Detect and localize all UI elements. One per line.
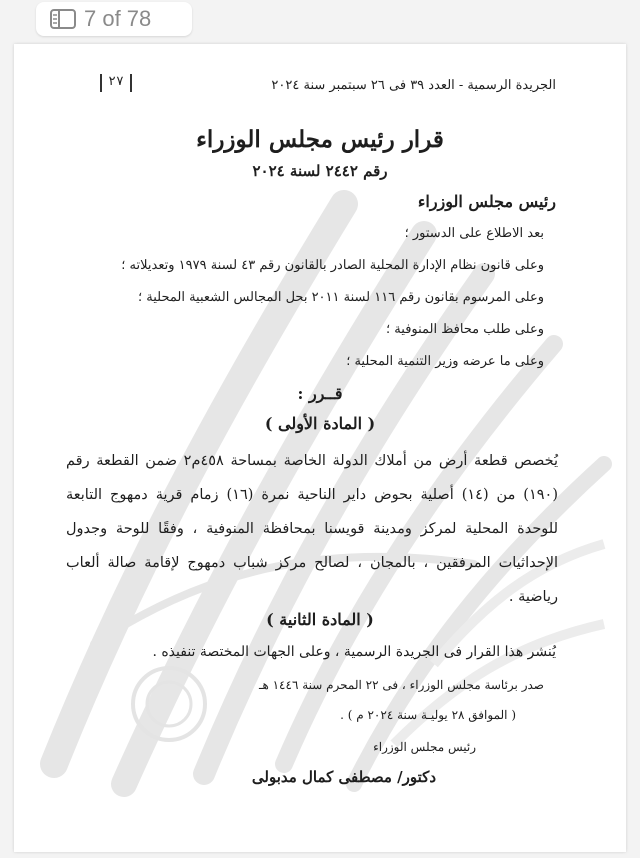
- document-page: [14, 44, 626, 852]
- issued-date: صدر برئاسة مجلس الوزراء ، فى ٢٢ المحرم سنة ١٤٤٦ هـ: [258, 678, 544, 692]
- page-counter-text: 7 of 78: [84, 6, 152, 31]
- page-counter[interactable]: [36, 2, 192, 36]
- gazette-header: الجريدة الرسمية - العدد ٣٩ فى ٢٦ سبتمبر سنة ٢٠٢٤: [271, 78, 556, 93]
- issuer-heading: رئيس مجلس الوزراء: [417, 192, 556, 211]
- decided-heading: قــرر :: [297, 384, 343, 403]
- preamble-clause: وعلى المرسوم بقانون رقم ١١٦ لسنة ٢٠١١ بحل المجالس الشعبية المحلية ؛: [138, 290, 544, 305]
- signature-title: رئيس مجلس الوزراء: [373, 740, 476, 754]
- corresponding-date: ( الموافق ٢٨ يوليـة سنة ٢٠٢٤ م ) .: [340, 708, 516, 722]
- article-1-title: ( المادة الأولى ): [264, 414, 376, 433]
- article-2-title: ( المادة الثانية ): [266, 610, 374, 629]
- article-1-text: يُخصص قطعة أرض من أملاك الدولة الخاصة بمساحة ٤٥٨م٢ ضمن القطعة رقم (١٩٠) من (١٤) أصلية بحوض داير الناحية نمرة (١٦) زمام قرية دمهوج التابعة للوحدة المحلية لمركز ومدينة قويسنا بمحافظة المنوفية ، وفقًا للوحة وجدول الإحداثيات المرفقين ، بالمجان ، لصالح مركز شباب دمهوج لإقامة صالة ألعاب رياضية .: [66, 453, 558, 605]
- article-2-text: يُنشر هذا القرار فى الجريدة الرسمية ، وعلى الجهات المختصة تنفيذه .: [152, 644, 556, 660]
- preamble-clause: وعلى طلب محافظ المنوفية ؛: [386, 322, 544, 337]
- preamble-clause: وعلى ما عرضه وزير التنمية المحلية ؛: [346, 354, 544, 369]
- preamble-clause: بعد الاطلاع على الدستور ؛: [404, 226, 544, 241]
- signature-name: دكتور/ مصطفى كمال مدبولى: [251, 768, 436, 786]
- decree-number: رقم ٢٤٤٢ لسنة ٢٠٢٤: [252, 162, 388, 180]
- preamble-clause: وعلى قانون نظام الإدارة المحلية الصادر بالقانون رقم ٤٣ لسنة ١٩٧٩ وتعديلاته ؛: [121, 258, 544, 273]
- page-number: ٢٧: [100, 74, 132, 92]
- page-view-icon: [50, 9, 76, 29]
- decree-title: قرار رئيس مجلس الوزراء: [196, 126, 444, 153]
